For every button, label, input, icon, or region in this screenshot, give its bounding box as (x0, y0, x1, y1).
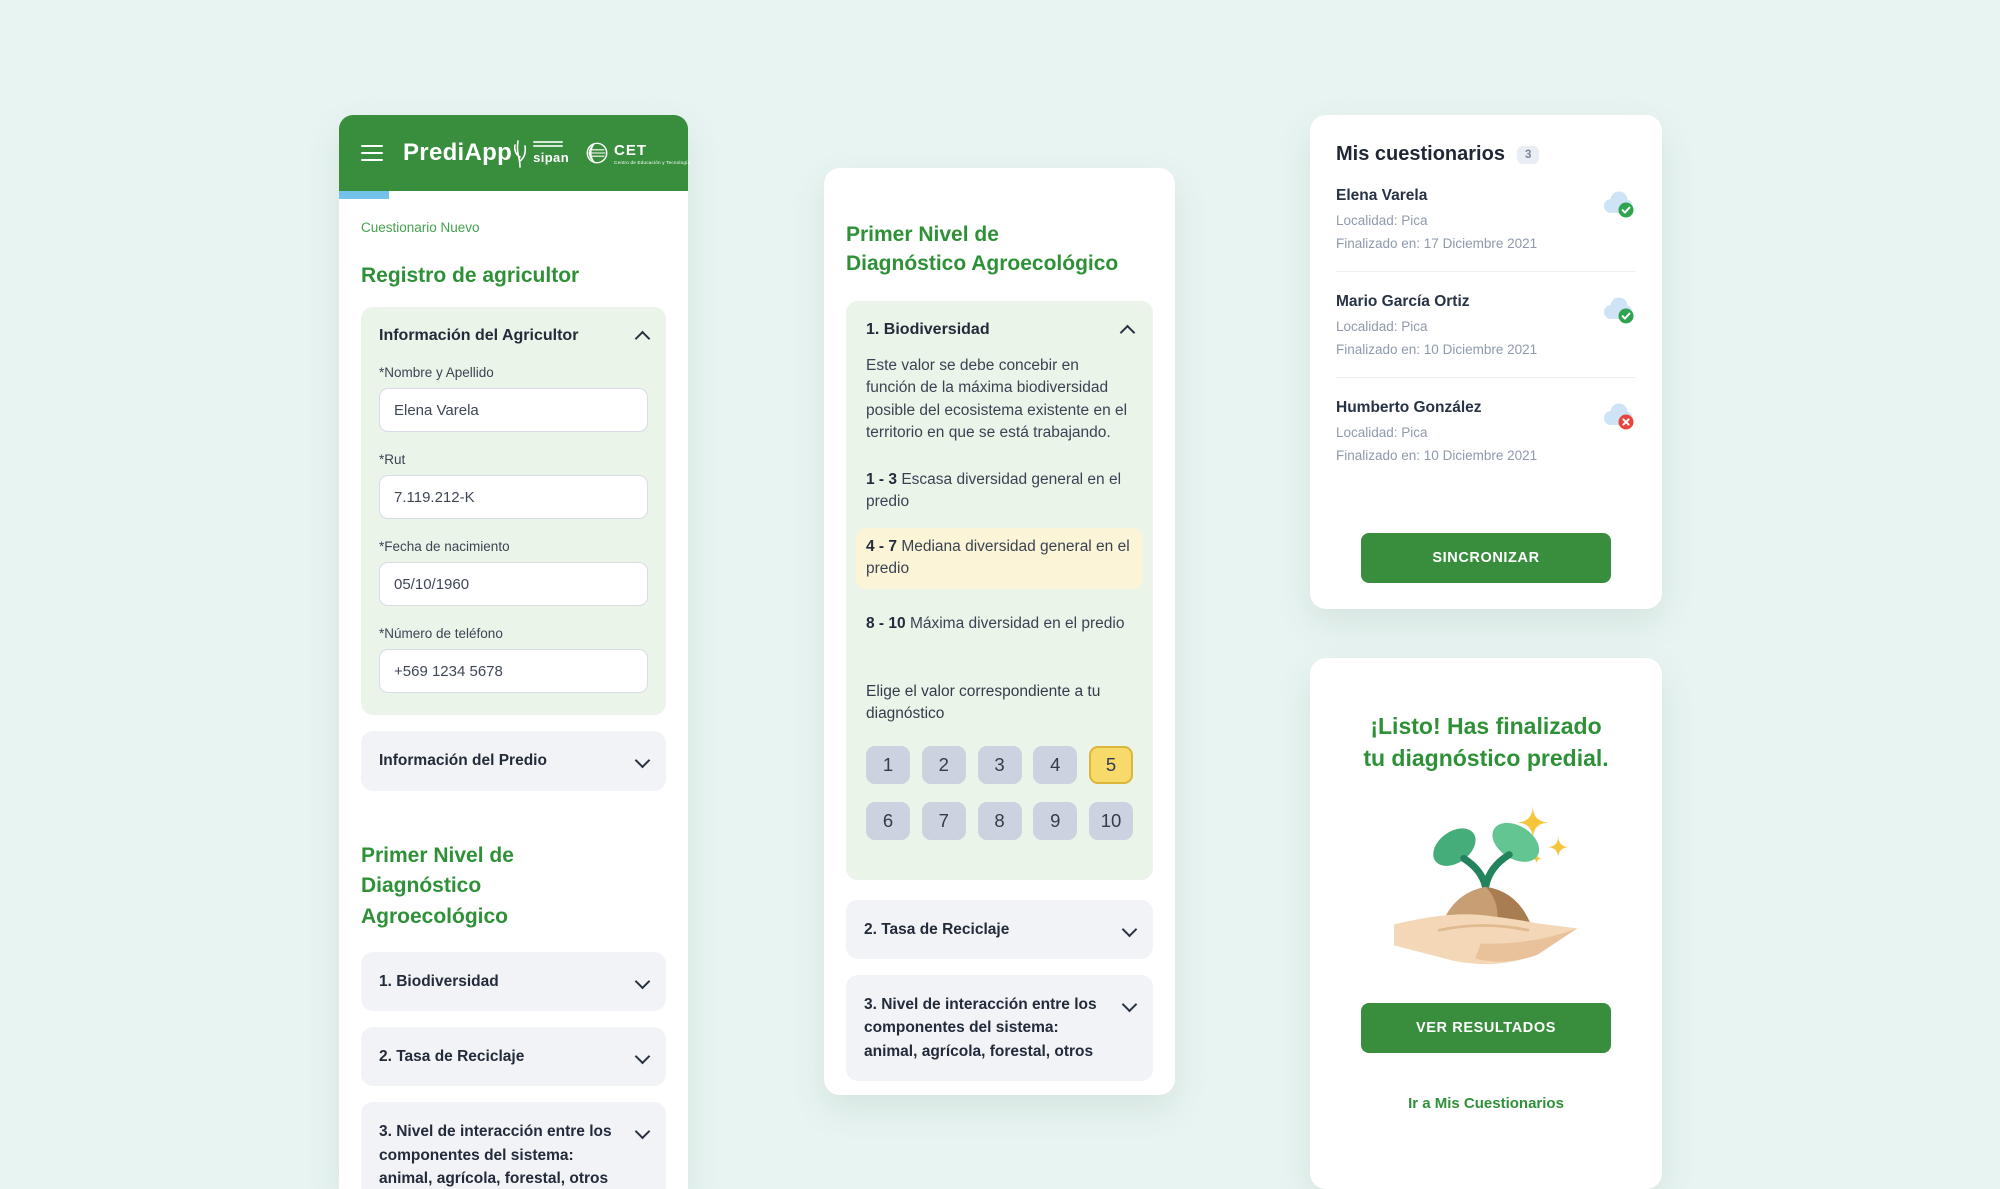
ver-resultados-button[interactable]: VER RESULTADOS (1361, 1003, 1611, 1053)
questionnaire-item[interactable] (1336, 378, 1636, 483)
accordion-biodiversidad-open[interactable] (866, 321, 1133, 339)
accordion-title: 3. Nivel de interacción entre los componentes del sistema: animal, agrícola, forestal, otros (864, 996, 1097, 1060)
telefono-input[interactable] (379, 649, 648, 693)
accordion-title: 1. Biodiversidad (379, 972, 499, 990)
value-button-1[interactable]: 1 (866, 746, 910, 784)
screen-mis-cuestionarios (1310, 115, 1662, 609)
scale-row-8-10 (866, 613, 1133, 635)
cet-caption: Centro de Educación y Tecnología (614, 159, 691, 165)
done-title-line1: ¡Listo! Has finalizado (1370, 713, 1602, 739)
scale-range: 8 - 10 (866, 614, 906, 632)
nombre-input[interactable] (379, 388, 648, 432)
cloud-sync-status-icon (1600, 295, 1636, 325)
chevron-down-icon (1122, 997, 1138, 1013)
accordion-title: Información del Agricultor (379, 327, 579, 345)
hand-sprout-illustration (1389, 798, 1584, 968)
sipan-logo (512, 137, 569, 169)
chevron-down-icon (635, 974, 651, 990)
value-button-6[interactable]: 6 (866, 802, 910, 840)
sipan-wordmark: sipan (533, 149, 570, 165)
progress-bar (339, 191, 688, 199)
list-title: Mis cuestionarios (1336, 143, 1505, 165)
accordion-title: 1. Biodiversidad (866, 320, 990, 338)
menu-icon[interactable] (361, 140, 383, 165)
scale-row-4-7-highlighted (856, 528, 1143, 589)
value-button-8[interactable]: 8 (978, 802, 1022, 840)
cloud-sync-status-icon (1600, 401, 1636, 431)
header-logos (512, 137, 690, 169)
cet-logo (585, 141, 690, 165)
list-header (1336, 143, 1636, 166)
chevron-down-icon (635, 753, 651, 769)
rut-input[interactable] (379, 475, 648, 519)
accordion-tasa-reciclaje[interactable] (361, 1027, 666, 1086)
screen-finalizado (1310, 658, 1662, 1189)
chevron-up-icon (635, 331, 651, 347)
field-label: *Fecha de nacimiento (379, 539, 510, 555)
chevron-down-icon (1122, 922, 1138, 938)
page-title: Registro de agricultor (361, 264, 580, 287)
cet-wordmark: CET (614, 141, 648, 159)
accordion-informacion-agricultor[interactable] (379, 327, 648, 345)
person-name: Humberto González (1336, 399, 1482, 416)
fecha-nacimiento-input[interactable] (379, 562, 648, 606)
scale-text: Mediana diversidad general en el predio (866, 537, 1130, 578)
progress-fill (339, 191, 389, 199)
chevron-down-icon (635, 1049, 651, 1065)
field-nombre (379, 365, 648, 432)
value-button-2[interactable]: 2 (922, 746, 966, 784)
person-name: Elena Varela (1336, 187, 1428, 204)
done-title-line2: tu diagnóstico predial. (1363, 745, 1609, 772)
breadcrumb: Cuestionario Nuevo (361, 220, 480, 235)
person-finished-date: Finalizado en: 17 Diciembre 2021 (1336, 236, 1538, 251)
biodiversidad-card (846, 301, 1153, 880)
scale-range: 1 - 3 (866, 470, 898, 488)
field-label: *Rut (379, 452, 406, 468)
questionnaire-item[interactable] (1336, 272, 1636, 378)
ir-a-mis-cuestionarios-link[interactable]: Ir a Mis Cuestionarios (1408, 1095, 1564, 1113)
sipan-plant-icon (512, 137, 528, 169)
value-button-7[interactable]: 7 (922, 802, 966, 840)
value-button-4[interactable]: 4 (1033, 746, 1077, 784)
accordion-nivel-interaccion[interactable] (846, 975, 1153, 1081)
chevron-down-icon (635, 1124, 651, 1140)
person-finished-date: Finalizado en: 10 Diciembre 2021 (1336, 342, 1538, 357)
person-locality: Localidad: Pica (1336, 319, 1428, 334)
value-button-3[interactable]: 3 (978, 746, 1022, 784)
scale-text: Máxima diversidad en el predio (909, 614, 1125, 632)
error-x-badge (1619, 415, 1634, 430)
diagnostic-accordion-list (361, 952, 666, 1189)
person-locality: Localidad: Pica (1336, 425, 1428, 440)
count-badge: 3 (1517, 146, 1539, 164)
page-title: Primer Nivel de Diagnóstico Agroecológico (846, 223, 1119, 276)
synced-check-badge (1619, 309, 1634, 324)
cloud-sync-status-icon (1600, 189, 1636, 219)
person-name: Mario García Ortiz (1336, 293, 1470, 310)
scale-range: 4 - 7 (866, 537, 898, 555)
field-rut (379, 452, 648, 519)
value-button-9[interactable]: 9 (1033, 802, 1077, 840)
questionnaire-item[interactable] (1336, 166, 1636, 272)
accordion-tasa-reciclaje[interactable] (846, 900, 1153, 959)
accordion-biodiversidad[interactable] (361, 952, 666, 1011)
screen-register (339, 115, 691, 1189)
accordion-informacion-predio[interactable] (361, 731, 666, 790)
field-telefono (379, 626, 648, 693)
accordion-title: 2. Tasa de Reciclaje (864, 920, 1010, 938)
app-header (339, 115, 691, 191)
field-label: *Nombre y Apellido (379, 365, 494, 381)
person-locality: Localidad: Pica (1336, 213, 1428, 228)
biodiversidad-description: Este valor se debe concebir en función de la máxima biodiversidad posible del ecosistema existente en el territorio en que se está trabajando. (866, 356, 1128, 442)
field-fecha-nacimiento (379, 539, 648, 606)
screen-diagnostico (824, 168, 1175, 1095)
synced-check-badge (1619, 203, 1634, 218)
accordion-title: 3. Nivel de interacción entre los componentes del sistema: animal, agrícola, forestal, otros (379, 1123, 612, 1187)
scale-row-1-3 (866, 469, 1133, 514)
accordion-title: Información del Predio (379, 752, 547, 770)
person-finished-date: Finalizado en: 10 Diciembre 2021 (1336, 448, 1538, 463)
value-button-5-selected[interactable]: 5 (1089, 746, 1133, 784)
section-title: Primer Nivel de Diagnóstico Agroecológico (361, 843, 514, 928)
cet-globe-icon (585, 141, 609, 165)
scale-text: Escasa diversidad general en el predio (866, 470, 1122, 511)
app-title: PrediApp (403, 139, 513, 166)
done-title (1340, 710, 1632, 774)
sipan-caption-lines (533, 141, 569, 147)
agricultor-card (361, 307, 666, 715)
accordion-title: 2. Tasa de Reciclaje (379, 1048, 525, 1066)
accordion-nivel-interaccion[interactable] (361, 1102, 666, 1189)
value-button-10[interactable]: 10 (1089, 802, 1133, 840)
chevron-up-icon (1120, 325, 1136, 341)
sincronizar-button[interactable]: SINCRONIZAR (1361, 533, 1611, 583)
choose-value-label: Elige el valor correspondiente a tu diagnóstico (866, 683, 1101, 723)
value-grid (866, 746, 1133, 840)
field-label: *Número de teléfono (379, 626, 503, 642)
